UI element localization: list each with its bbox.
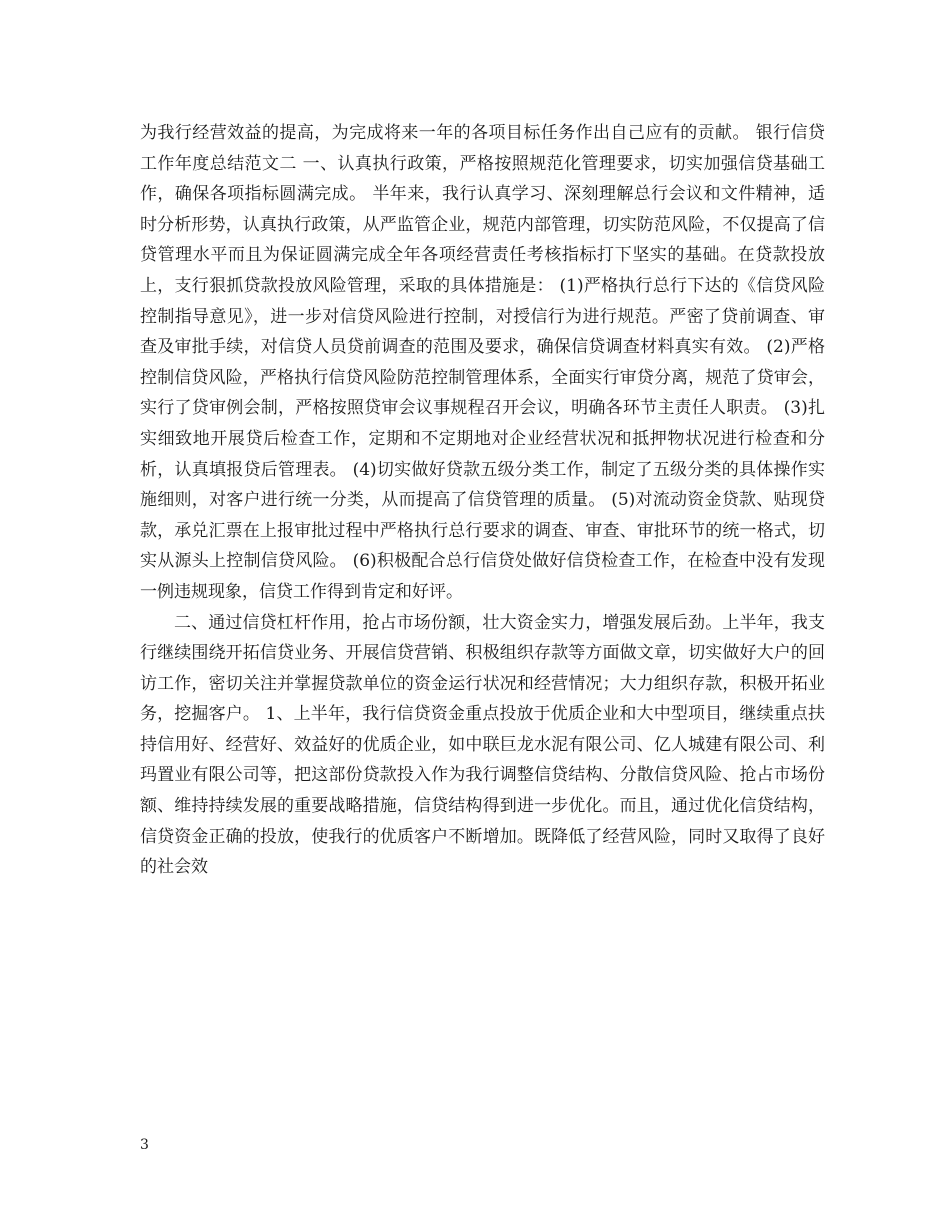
paragraph-2: 二、通过信贷杠杆作用，抢占市场份额，壮大资金实力，增强发展后劲。上半年，我支行继续围绕开拓信贷业务、开展信贷营销、积极组织存款等方面做文章，切实做好大户的回访工作，密切关注并掌握贷款单位的资金运行状况和经营情况；大力组织存款，积极开拓业务，挖掘客户。 1、上半年，我行信贷资金重点投放于优质企业和大中型项目，继续重点扶持信用好、经营好、效益好的优质企业，如中联巨龙水泥有限公司、亿人城建有限公司、利玛置业有限公司等，把这部份贷款投入作为我行调整信贷结构、分散信贷风险、抢占市场份额、维持持续发展的重要战略措施，信贷结构得到进一步优化。而且，通过优化信贷结构，信贷资金正确的投放，使我行的优质客户不断增加。既降低了经营风险，同时又取得了良好的社会效 xyxy=(140,612,825,878)
page-number: 3 xyxy=(140,1137,149,1153)
paragraph-1: 为我行经营效益的提高，为完成将来一年的各项目标任务作出自己应有的贡献。 银行信贷工作年度总结范文二 一、认真执行政策，严格按照规范化管理要求，切实加强信贷基础工作，确保各项指标圆满完成。 半年来，我行认真学习、深刻理解总行会议和文件精神，适时分析形势，认真执行政策，从严监管企业，规范内部管理，切实防范风险，不仅提高了信贷管理水平而且为保证圆满完成全年各项经营责任考核指标打下坚实的基础。在贷款投放上，支行狠抓贷款投放风险管理，采取的具体措施是： (1)严格执行总行下达的《信贷风险控制指导意见》，进一步对信贷风险进行控制，对授信行为进行规范。严密了贷前调查、审查及审批手续，对信贷人员贷前调查的范围及要求，确保信贷调查材料真实有效。 (2)严格控制信贷风险，严格执行信贷风险防范控制管理体系，全面实行审贷分离，规范了贷审会，实行了贷审例会制，严格按照贷审会议事规程召开会议，明确各环节主责任人职责。 (3)扎实细致地开展贷后检查工作，定期和不定期地对企业经营状况和抵押物状况进行检查和分析，认真填报贷后管理表。 (4)切实做好贷款五级分类工作，制定了五级分类的具体操作实施细则，对客户进行统一分类，从而提高了信贷管理的质量。 (5)对流动资金贷款、贴现贷款，承兑汇票在上报审批过程中严格执行总行要求的调查、审查、审批环节的统一格式，切实从源头上控制信贷风险。 (6)积极配合总行信贷处做好信贷检查工作，在检查中没有发现一例违规现象，信贷工作得到肯定和好评。 xyxy=(140,123,825,602)
document-body xyxy=(140,118,825,883)
